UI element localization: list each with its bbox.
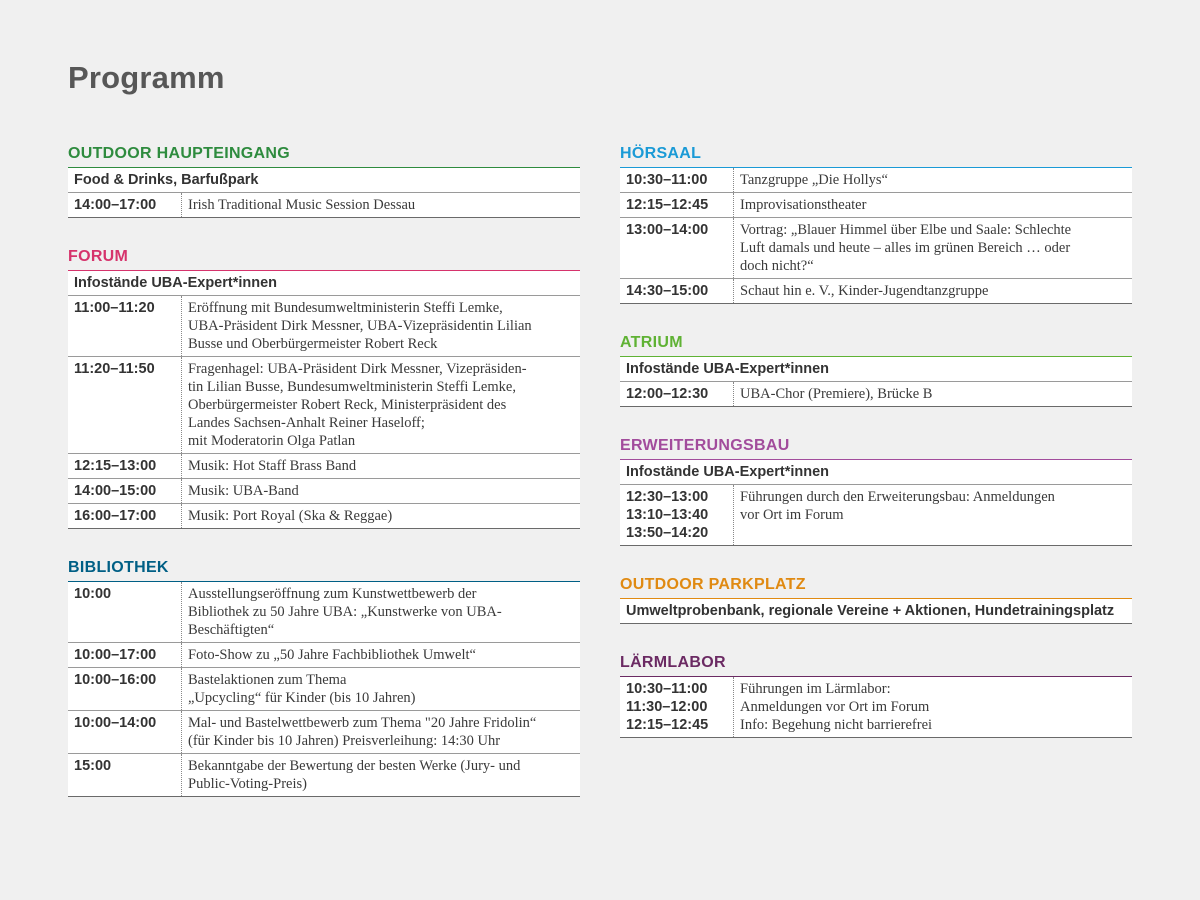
- schedule-table: [620, 356, 1132, 407]
- time-cell: 14:00–17:00: [68, 193, 182, 218]
- table-row: [620, 677, 1132, 738]
- table-row: [68, 454, 580, 479]
- time-cell: 11:20–11:50: [68, 357, 182, 454]
- table-header-row: [620, 599, 1132, 624]
- section-horsaal: [620, 145, 1132, 304]
- time-cell: 12:30–13:00 13:10–13:40 13:50–14:20: [620, 485, 734, 546]
- time-cell: 10:00–16:00: [68, 668, 182, 711]
- description-cell: Schaut hin e. V., Kinder-Jugendtanzgruppe: [740, 283, 989, 299]
- time-cell: 14:30–15:00: [620, 279, 734, 304]
- description-cell: Führungen im Lärmlabor: Anmeldungen vor Ort im Forum Info: Begehung nicht barrierefrei: [740, 681, 933, 733]
- schedule-table: [620, 598, 1132, 624]
- table-row: [620, 193, 1132, 218]
- section-erweiterungsbau: [620, 437, 1132, 546]
- description-cell: Bekanntgabe der Bewertung der besten Werke (Jury- und Public-Voting-Preis): [188, 758, 521, 792]
- time-cell: 15:00: [68, 754, 182, 797]
- section-title: OUTDOOR PARKPLATZ: [620, 576, 806, 593]
- section-larmlabor: [620, 654, 1132, 738]
- right-column: [620, 145, 1132, 768]
- time-cell: 10:00–14:00: [68, 711, 182, 754]
- table-header: Infostände UBA-Expert*innen: [620, 357, 1132, 382]
- schedule-table: [68, 270, 580, 529]
- table-header: Umweltprobenbank, regionale Vereine + Aktionen, Hundetrainingsplatz: [626, 603, 1115, 619]
- description-cell: Mal- und Bastelwettbewerb zum Thema "20 Jahre Fridolin“ (für Kinder bis 10 Jahren) Preisverleihung: 14:30 Uhr: [182, 711, 581, 754]
- time-cell: 10:00–17:00: [68, 643, 182, 668]
- table-row: [620, 279, 1132, 304]
- section-outdoor-haupteingang: [68, 145, 580, 218]
- section-title: FORUM: [68, 248, 129, 265]
- table-row: [68, 643, 580, 668]
- time-cell: 16:00–17:00: [68, 504, 182, 529]
- description-cell: Musik: Hot Staff Brass Band: [182, 454, 581, 479]
- section-title: LÄRMLABOR: [620, 654, 726, 671]
- time-cell: 12:15–13:00: [68, 454, 182, 479]
- time-cell: 10:00: [68, 582, 182, 643]
- description-cell: Bastelaktionen zum Thema „Upcycling“ für Kinder (bis 10 Jahren): [182, 668, 581, 711]
- table-header-row: [68, 168, 580, 193]
- page-title: Programm: [68, 60, 225, 95]
- schedule-table: [620, 167, 1132, 304]
- description-cell: UBA-Chor (Premiere), Brücke B: [740, 386, 933, 402]
- table-header-row: [620, 357, 1132, 382]
- table-header: Food & Drinks, Barfußpark: [68, 168, 580, 193]
- table-row: [620, 168, 1132, 193]
- time-cell: 13:00–14:00: [620, 218, 734, 279]
- description-cell: Musik: Port Royal (Ska & Reggae): [188, 508, 393, 524]
- description-cell: Improvisationstheater: [734, 193, 1133, 218]
- table-row: [68, 754, 580, 797]
- table-row: [68, 296, 580, 357]
- table-row: [620, 382, 1132, 407]
- time-cell: 14:00–15:00: [68, 479, 182, 504]
- description-cell: Musik: UBA-Band: [182, 479, 581, 504]
- section-bibliothek: [68, 559, 580, 797]
- description-cell: Eröffnung mit Bundesumweltministerin Steffi Lemke, UBA-Präsident Dirk Messner, UBA-Vizepräsidentin Lilian Busse und Oberbürgermeister Robert Reck: [182, 296, 581, 357]
- description-cell: Ausstellungseröffnung zum Kunstwettbewerb der Bibliothek zu 50 Jahre UBA: „Kunstwerke von UBA- Beschäftigten“: [182, 582, 581, 643]
- section-title: ERWEITERUNGSBAU: [620, 437, 790, 454]
- schedule-table: [68, 167, 580, 218]
- time-cell: 12:00–12:30: [620, 382, 734, 407]
- schedule-table: [68, 581, 580, 797]
- section-forum: [68, 248, 580, 529]
- table-row: [620, 485, 1132, 546]
- schedule-table: [620, 676, 1132, 738]
- time-cell: 11:00–11:20: [68, 296, 182, 357]
- schedule-table: [620, 459, 1132, 546]
- description-cell: Foto-Show zu „50 Jahre Fachbibliothek Umwelt“: [182, 643, 581, 668]
- table-row: [68, 668, 580, 711]
- section-title: BIBLIOTHEK: [68, 559, 169, 576]
- description-cell: Führungen durch den Erweiterungsbau: Anmeldungen vor Ort im Forum: [740, 489, 1055, 523]
- time-cell: 10:30–11:00 11:30–12:00 12:15–12:45: [620, 677, 734, 738]
- section-title: HÖRSAAL: [620, 145, 702, 162]
- table-row: [68, 504, 580, 529]
- description-cell: Irish Traditional Music Session Dessau: [188, 197, 416, 213]
- table-row: [68, 479, 580, 504]
- table-row: [68, 357, 580, 454]
- table-header: Infostände UBA-Expert*innen: [68, 271, 580, 296]
- table-header-row: [68, 271, 580, 296]
- table-header: Infostände UBA-Expert*innen: [620, 460, 1132, 485]
- table-header-row: [620, 460, 1132, 485]
- section-title: ATRIUM: [620, 334, 683, 351]
- section-outdoor-parkplatz: [620, 576, 1132, 624]
- time-cell: 10:30–11:00: [620, 168, 734, 193]
- description-cell: Vortrag: „Blauer Himmel über Elbe und Saale: Schlechte Luft damals und heute – alles im grünen Bereich … oder doch nicht?“: [734, 218, 1133, 279]
- left-column: [68, 145, 580, 827]
- section-title: OUTDOOR HAUPTEINGANG: [68, 145, 290, 162]
- time-cell: 12:15–12:45: [620, 193, 734, 218]
- table-row: [68, 582, 580, 643]
- table-row: [620, 218, 1132, 279]
- description-cell: Tanzgruppe „Die Hollys“: [734, 168, 1133, 193]
- description-cell: Fragenhagel: UBA-Präsident Dirk Messner, Vizepräsiden- tin Lilian Busse, Bundesumweltministerin Steffi Lemke, Oberbürgermeister Robert Reck, Ministerpräsident des Landes Sachsen-Anhalt Reiner Haseloff; mit Moderatorin Olga Patlan: [182, 357, 581, 454]
- section-atrium: [620, 334, 1132, 407]
- table-row: [68, 193, 580, 218]
- table-row: [68, 711, 580, 754]
